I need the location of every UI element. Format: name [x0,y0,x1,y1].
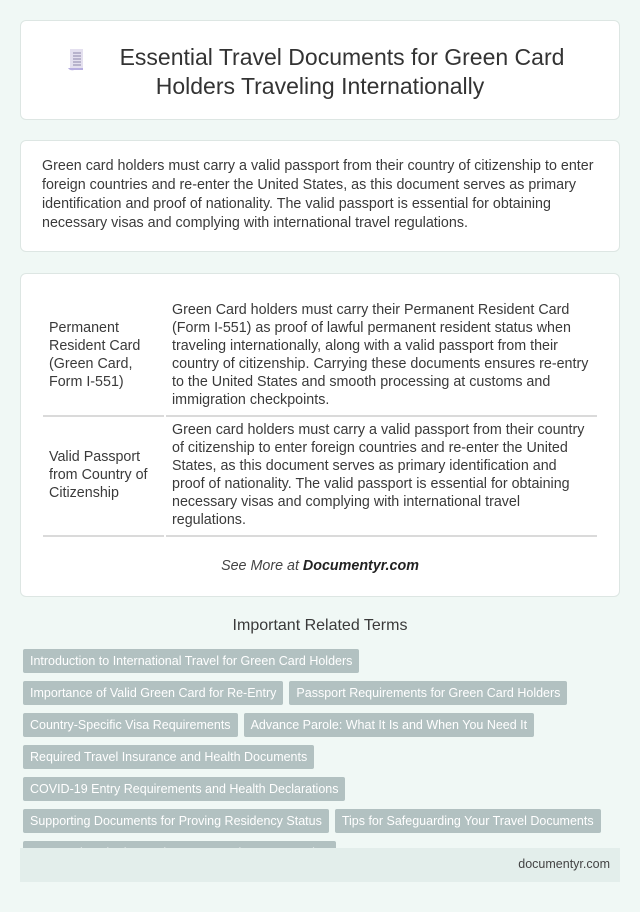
document-label: Valid Passport from Country of Citizenship [43,417,164,537]
related-term-tag[interactable]: Required Travel Insurance and Health Documents [23,745,314,769]
documents-table [41,297,599,537]
related-term-tag[interactable]: COVID-19 Entry Requirements and Health Declarations [23,777,345,801]
documents-table-card [20,273,620,597]
see-more-link[interactable]: Documentyr.com [302,558,419,574]
related-term-tag[interactable]: Supporting Documents for Proving Residency Status [23,809,329,833]
related-term-tag[interactable]: Advance Parole: What It Is and When You Need It [244,713,535,737]
related-term-tag[interactable]: Country-Specific Visa Requirements [23,713,238,737]
related-term-tag[interactable]: Importance of Valid Green Card for Re-Entry [23,681,283,705]
page-title-line-1: Essential Travel Documents for Green Card [119,44,565,70]
title-card [20,20,620,120]
see-more-prefix: See More at [221,558,303,574]
intro-card [20,140,620,252]
related-term-tag[interactable]: Tips for Safeguarding Your Travel Documents [335,809,601,833]
footer-site-link[interactable]: documentyr.com [518,857,610,871]
page-title [21,43,619,101]
see-more [21,558,619,574]
related-term-tag[interactable]: Passport Requirements for Green Card Holders [289,681,567,705]
footer [20,848,620,882]
table-row [43,297,597,417]
intro-text: Green card holders must carry a valid passport from their country of citizenship to enter foreign countries and re-enter the United States, as this document serves as primary identification and proof of nationality. The valid passport is essential for obtaining necessary visas and complying with international travel regulations. [42,158,594,231]
related-term-tag[interactable]: Introduction to International Travel for Green Card Holders [23,649,359,673]
table-row [43,417,597,537]
document-description: Green Card holders must carry their Permanent Resident Card (Form I-551) as proof of lawful permanent resident status when traveling internationally, along with a valid passport from their country of citizenship. Carrying these documents ensures re-entry to the United States and smooth processing at customs and immigration checkpoints. [166,297,597,417]
page-title-line-2: Holders Traveling Internationally [155,73,485,99]
document-description: Green card holders must carry a valid passport from their country of citizenship to enter foreign countries and re-enter the United States, as this document serves as primary identification and proof of nationality. The valid passport is essential for obtaining necessary visas and complying with international travel regulations. [166,417,597,537]
related-terms-title: Important Related Terms [232,617,408,634]
related-terms-tags [23,649,623,865]
document-label: Permanent Resident Card (Green Card, Form I-551) [43,297,164,417]
